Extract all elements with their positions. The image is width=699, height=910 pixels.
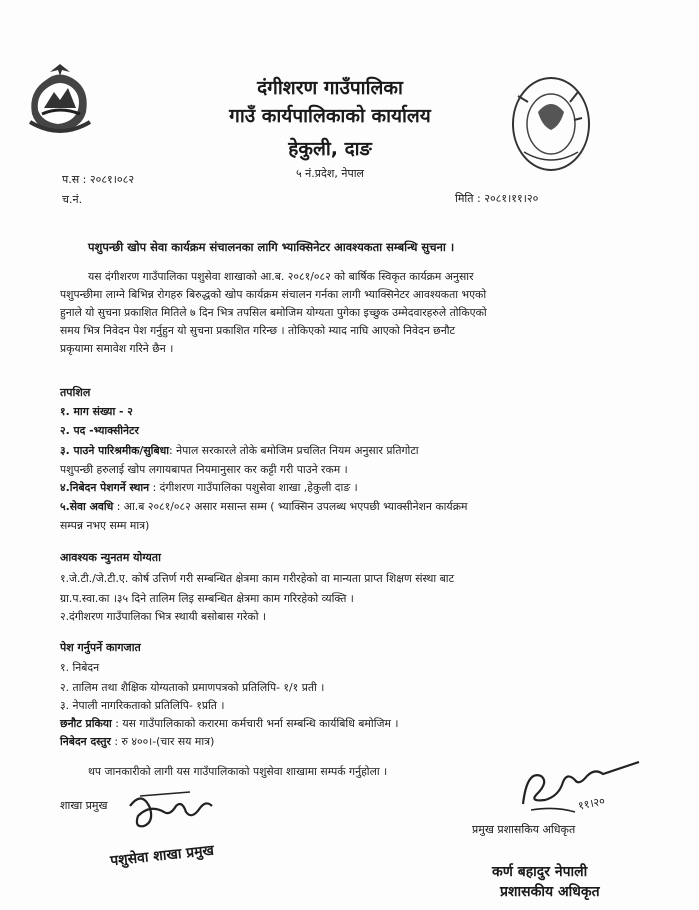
officer-title: प्रशासकीय अधिकृत [500, 884, 600, 900]
details-heading: तपशिल [60, 386, 91, 399]
intro-line: यस दंगीशरण गाउँपालिका पशुसेवा शाखाको आ.ब. २०८१/०८२ को बार्षिक स्विकृत कार्यक्रम अनुसार [88, 270, 474, 283]
qualification-heading: आवश्यक न्युनतम योग्यता [60, 551, 161, 564]
closing-note: थप जानकारीको लागी यस गाउँपालिकाको पशुसेवा शाखामा सम्पर्क गर्नुहोला । [88, 765, 388, 778]
office-stamp-icon [508, 72, 594, 176]
signature-date: ११।२० [576, 794, 607, 813]
document-item [60, 734, 214, 749]
notice-date: मिति : २०८१।११।२० [455, 192, 539, 205]
reference-number: प.स : २०८१।०८२ [62, 173, 135, 186]
office-name: दंगीशरण गाउँपालिका [257, 77, 403, 99]
signature-left-icon [120, 786, 220, 836]
office-subtitle: गाउँ कार्यपालिकाको कार्यालय [229, 105, 431, 127]
section-chief-label: शाखा प्रमुख [60, 799, 108, 812]
document-item [60, 716, 398, 731]
details-item: पशुपन्छी हरुलाई खोप लगायबापत नियमानुसार कर कट्टी गरी पाउने रकम । [60, 463, 348, 476]
chief-officer-label: प्रमुख प्रशासकिय अधिकृत [472, 823, 576, 836]
document-item: ३. नेपाली नागरिकताको प्रतिलिपि- १प्रति । [60, 699, 225, 712]
office-province: ५ नं.प्रदेश, नेपाल [295, 167, 365, 180]
intro-line: हुनाले यो सुचना प्रकाशित मितिले ७ दिन भित्र तपसिल बमोजिम योग्यता पुगेका इच्छुक उम्मेदवारहरुले तोकिएको [60, 306, 487, 319]
intro-line: प्रकृयामा समावेश गरिने छैन । [60, 342, 174, 355]
qualification-item: २.दंगीशरण गाउँपालिका भित्र स्थायी बसोबास गरेको । [60, 610, 267, 623]
details-item: २. पद -भ्याक्सीनेटर [60, 424, 139, 437]
qualification-item: ग्रा.प.स्वा.का ।३५ दिने तालिम लिइ सम्बन्धित क्षेत्रमा काम गरिरहेको व्यक्ति । [60, 592, 354, 605]
details-item [60, 499, 467, 514]
notice-subject: पशुपन्छी खोप सेवा कार्यक्रम संचालनका लागि भ्याक्सिनेटर आवश्यकता सम्बन्धि सुचना । [88, 240, 455, 254]
details-value: : आ.ब २०८१/०८२ असार मसान्त सम्म ( भ्याक्सिन उपलब्ध भएपछी भ्याक्सीनेशन कार्यक्रम [113, 500, 468, 513]
officer-name: कर्ण बहादुर नेपाली [492, 864, 588, 880]
details-label: ४.निबेदन पेशगर्ने स्थान [60, 481, 150, 494]
section-chief-title: पशुसेवा शाखा प्रमुख [109, 842, 215, 870]
document-label: छनौट प्रकिया [60, 717, 112, 730]
details-label: ३. पाउने पारिश्रमीक/सुबिधा [60, 444, 170, 457]
details-item: सम्पन्न नभए सम्म मात्र) [60, 519, 150, 532]
details-value: : दंगीशरण गाउँपालिका पशुसेवा शाखा ,हेकुली दाङ । [149, 481, 358, 494]
documents-heading: पेश गर्नुपर्ने कागजात [60, 641, 141, 654]
document-item: १. निबेदन [60, 661, 100, 674]
details-item [60, 443, 419, 458]
document-value: : रु ४००।-(चार सय मात्र) [110, 735, 215, 748]
document-item: २. तालिम तथा शैक्षिक योग्यताको प्रमाणपत्रको प्रतिलिपि- १/१ प्रती । [60, 681, 325, 694]
details-item: १. माग संख्या - २ [60, 405, 133, 418]
details-label: ५.सेवा अवधि [60, 500, 114, 513]
details-item [60, 480, 358, 495]
qualification-item: १.जे.टी./जे.टी.ए. कोर्ष उत्तिर्ण गरी सम्बन्धित क्षेत्रमा काम गरीरहेको वा मान्यता प्राप्त शिक्षण संस्था बाट [60, 572, 455, 585]
intro-line: समय भित्र निवेदन पेश गर्नुहुन यो सुचना प्रकाशित गरिन्छ । तोकिएको म्याद नाघि आएको निवेदन छनौट [60, 324, 455, 337]
intro-line: पशुपन्छीमा लाग्ने बिभिन्न रोगहरु बिरुद्धको खोप कार्यक्रम संचालन गर्नका लागी भ्याक्सिनेटर आवश्यकता भएको [60, 288, 487, 301]
document-label: निबेदन दस्तुर [60, 735, 111, 748]
nepal-emblem-icon [24, 62, 96, 142]
dispatch-number: च.नं. [62, 193, 83, 206]
office-location: हेकुली, दाङ [288, 138, 372, 160]
details-value: : नेपाल सरकारले तोके बमोजिम प्रचलित नियम अनुसार प्रतिगोटा [169, 444, 419, 457]
document-value: : यस गाउँपालिकाको करारमा कर्मचारी भर्ना सम्बन्धि कार्यबिधि बमोजिम । [111, 717, 399, 730]
